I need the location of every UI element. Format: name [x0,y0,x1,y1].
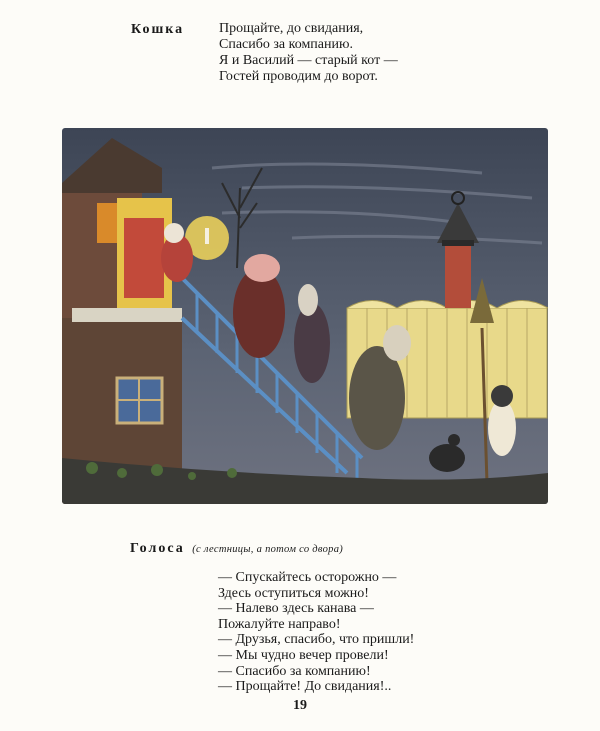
verse-line: Спасибо за компанию. [219,37,353,52]
verse-line: Пожалуйте направо! [218,616,341,632]
verse-line: Я и Василий — старый кот — [219,53,398,68]
verse-line: Прощайте, до свидания, [219,21,364,36]
verse-voices [218,570,414,695]
stage-direction: (с лестницы, а потом со двора) [192,544,344,555]
verse-line: — Прощайте! До свидания!.. [218,679,392,695]
verse-line: — Мы чудно вечер провели! [218,647,389,663]
verse-line: Гостей проводим до ворот. [219,69,378,84]
illustration-farewell-scene [62,128,548,504]
verse-line: — Спускайтесь осторожно — [218,570,397,585]
page-number: 19 [293,698,307,713]
illustration-drawing [62,128,548,504]
speaker-voices-name: Голоса [130,541,185,556]
speaker-voices [130,541,343,557]
verse-line: — Спасибо за компанию! [218,663,371,679]
speaker-cat: Кошка [131,22,185,37]
verse-cat [219,21,398,85]
verse-line: — Налево здесь канава — [218,601,374,617]
verse-line: Здесь оступиться можно! [218,585,369,601]
verse-line: — Друзья, спасибо, что пришли! [218,632,415,648]
